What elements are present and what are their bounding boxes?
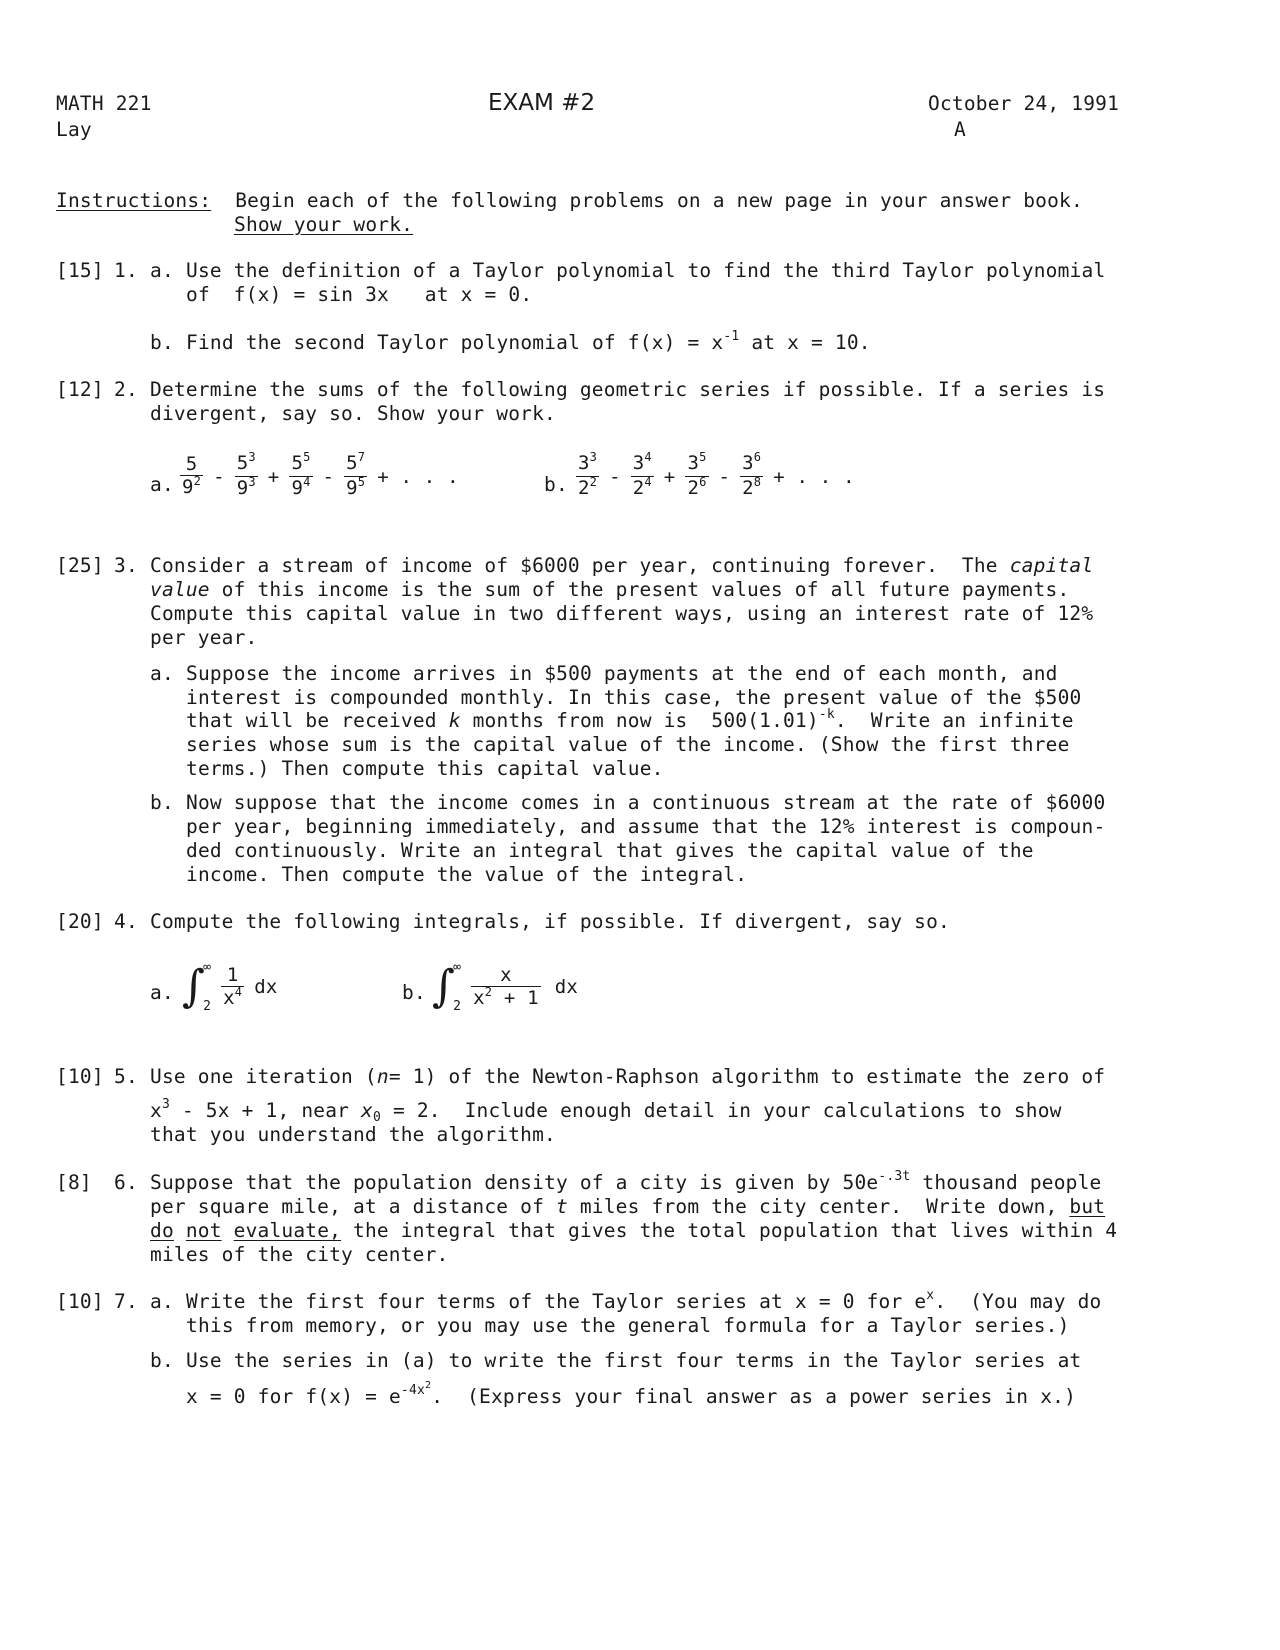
exam-version: A — [954, 118, 966, 141]
differential: dx — [254, 976, 278, 998]
problem-3-line2-text: of this income is the sum of the present values of all future payments. — [209, 578, 1070, 601]
series-b-denominator — [740, 477, 763, 501]
series-b-denominator-exponent: 8 — [753, 475, 762, 489]
problem-7b-exponent-base: -4x — [400, 1383, 426, 1398]
problem-3a-label: a. — [150, 662, 174, 685]
series-b-numerator-base: 3 — [578, 452, 590, 474]
series-b-denominator-exponent: 6 — [699, 475, 707, 489]
problem-6-line3 — [150, 1218, 1117, 1243]
problem-3a-line3-mid: months from now is 500(1.01) — [460, 709, 819, 732]
series-b-term-1 — [576, 452, 599, 501]
series-a-denominator — [180, 476, 203, 500]
problem-6-line3-tail: the integral that gives the total population that lives within 4 — [341, 1219, 1118, 1242]
denominator-base: x — [223, 986, 235, 1009]
problem-3b-line1: Now suppose that the income comes in a continuous stream at the rate of $6000 — [186, 791, 1106, 814]
series-b-denominator-base: 2 — [687, 477, 700, 499]
problem-6-not: not — [185, 1219, 222, 1242]
problem-3a-line3-text: that will be received — [186, 709, 449, 732]
series-b-term-4 — [740, 452, 763, 501]
series-b-numerator — [685, 452, 708, 476]
problem-6-points: [8] — [56, 1171, 92, 1194]
series-a-operator: + — [267, 465, 280, 488]
series-a-numerator — [235, 452, 258, 476]
upper-limit: ∞ — [203, 960, 212, 975]
series-b-numerator-exponent: 4 — [644, 450, 652, 464]
problem-4-text: Compute the following integrals, if possible. If divergent, say so. — [150, 910, 950, 933]
exam-title: EXAM #2 — [488, 90, 596, 116]
problem-1b-label: b. — [150, 331, 174, 354]
problem-5-number: 5. — [114, 1065, 138, 1088]
problem-7a-line1 — [186, 1289, 1101, 1314]
denominator-base: x — [473, 986, 485, 1009]
problem-3a-line5: terms.) Then compute this capital value. — [186, 757, 664, 780]
problem-3a-exponent: -k — [818, 707, 835, 722]
problem-4-number: 4. — [114, 910, 138, 933]
series-b-operator: - — [718, 465, 731, 488]
problem-6-line2-mid: miles from the city center. Write down, — [567, 1195, 1070, 1218]
problem-5-subscript: 0 — [372, 1110, 382, 1125]
problem-3a-line4: series whose sum is the capital value of the income. (Show the first three — [186, 733, 1070, 756]
series-a-operator: + . . . — [377, 465, 459, 488]
denominator-exponent: 4 — [234, 984, 243, 999]
problem-3b-label: b. — [150, 791, 174, 814]
problem-1b-exponent: -1 — [723, 329, 740, 344]
series-a-term-4 — [344, 452, 367, 501]
problem-4-points: [20] — [56, 910, 104, 933]
series-b-numerator-base: 3 — [742, 452, 754, 474]
problem-7a-line1-tail: . (You may do — [934, 1290, 1102, 1313]
instructions-text: Begin each of the following problems on a new page in your answer book. — [235, 189, 1083, 212]
problem-6-line1-text: Suppose that the population density of a city is given by 50e — [150, 1171, 879, 1194]
problem-2b-series — [572, 452, 861, 501]
problem-7a-label: a. — [150, 1290, 174, 1313]
problem-6-evaluate: evaluate, — [233, 1219, 342, 1242]
series-a-term-1 — [180, 453, 203, 500]
series-b-numerator-base: 3 — [632, 452, 645, 474]
series-b-denominator — [685, 477, 708, 501]
series-b-denominator-base: 2 — [632, 477, 645, 499]
problem-3b-line4: income. Then compute the value of the integral. — [186, 863, 748, 886]
problem-1a-line2: of f(x) = sin 3x at x = 0. — [186, 283, 533, 306]
problem-4b-label: b. — [402, 981, 426, 1004]
series-b-term-3 — [685, 452, 708, 501]
problem-6-line2 — [150, 1194, 1105, 1219]
problem-7b-line2-text: x = 0 for f(x) = e — [186, 1385, 401, 1408]
problem-6-exponent: -.3t — [878, 1169, 911, 1184]
series-a-numerator-exponent: 5 — [303, 450, 311, 464]
problem-2a-label: a. — [150, 473, 174, 496]
series-b-denominator-exponent: 4 — [644, 475, 652, 489]
problem-2a-series — [176, 452, 465, 501]
problem-3a-k: k — [448, 709, 461, 732]
problem-7a-line1-text: Write the first four terms of the Taylor series at x = 0 for e — [186, 1290, 927, 1313]
problem-6-line4: miles of the city center. — [150, 1243, 449, 1266]
problem-5-line2-text: - 5x + 1, near — [169, 1099, 362, 1122]
upper-limit: ∞ — [453, 960, 462, 975]
problem-5-line2-tail: = 2. Include enough detail in your calculations to show — [381, 1099, 1062, 1122]
integrand-numerator: 1 — [226, 963, 239, 986]
problem-3-line2 — [150, 577, 1069, 602]
series-b-numerator-exponent: 5 — [699, 450, 707, 464]
problem-4b-integral — [432, 960, 578, 1014]
series-b-operator: - — [609, 465, 621, 488]
series-b-numerator-exponent: 6 — [753, 450, 762, 464]
series-b-numerator-base: 3 — [687, 452, 700, 474]
series-b-numerator — [740, 452, 763, 476]
problem-7b-exponent-power: 2 — [425, 1380, 432, 1391]
problem-3a-line3-tail: . Write an infinite — [834, 709, 1074, 732]
problem-1-number: 1. — [114, 259, 138, 282]
problem-5-points: [10] — [56, 1065, 104, 1088]
problem-5-line1-text: Use one iteration ( — [150, 1065, 377, 1088]
problem-2-line2: divergent, say so. Show your work. — [150, 402, 556, 425]
series-a-numerator-exponent: 7 — [357, 450, 366, 464]
integrand-fraction — [221, 964, 244, 1011]
series-b-denominator-base: 2 — [578, 477, 590, 499]
lower-limit: 2 — [453, 999, 462, 1014]
denominator-tail: + 1 — [492, 986, 539, 1009]
integrand-denominator — [221, 984, 244, 1011]
series-b-operator: + — [663, 465, 676, 488]
series-a-term-2 — [235, 452, 258, 501]
instructions-show-work: Show your work. — [234, 213, 414, 236]
problem-3-value: value — [150, 578, 210, 601]
problem-7b-line2 — [186, 1380, 1077, 1409]
problem-7a-line2: this from memory, or you may use the general formula for a Taylor series.) — [186, 1314, 1070, 1337]
problem-6-but: but — [1069, 1195, 1106, 1218]
problem-5-line1 — [150, 1064, 1105, 1089]
series-a-denominator — [344, 477, 367, 501]
problem-1b-tail: at x = 10. — [739, 331, 871, 354]
series-b-denominator-base: 2 — [742, 477, 754, 499]
instructor-name: Lay — [56, 118, 92, 141]
series-b-numerator-exponent: 3 — [589, 450, 598, 464]
integrand-denominator — [471, 984, 541, 1011]
problem-4a-integral — [182, 960, 278, 1014]
series-b-denominator — [576, 477, 599, 501]
problem-2-points: [12] — [56, 378, 104, 401]
differential: dx — [554, 976, 579, 998]
problem-5-n: n — [376, 1065, 389, 1088]
problem-6-number: 6. — [114, 1171, 138, 1194]
problem-5-line1-tail: = 1) of the Newton-Raphson algorithm to estimate the zero of — [388, 1065, 1106, 1088]
problem-1a-label: a. — [150, 259, 174, 282]
problem-7b-line2-tail: . (Express your final answer as a power series in x.) — [431, 1385, 1077, 1408]
series-b-denominator — [631, 477, 654, 501]
problem-3a-line3 — [186, 708, 1074, 733]
exam-date: October 24, 1991 — [928, 92, 1120, 115]
series-a-denominator-base: 9 — [236, 477, 249, 499]
series-a-numerator-base: 5 — [346, 452, 358, 474]
problem-2-line1: Determine the sums of the following geometric series if possible. If a series is — [150, 378, 1106, 401]
series-a-operator: - — [322, 465, 335, 488]
series-a-denominator-exponent: 5 — [357, 475, 366, 489]
series-a-denominator-exponent: 2 — [193, 474, 202, 488]
integrand-numerator: x — [500, 963, 512, 986]
series-a-denominator-base: 9 — [291, 477, 304, 499]
problem-5-exponent: 3 — [161, 1097, 170, 1112]
problem-1-points: [15] — [56, 259, 104, 282]
problem-2b-label: b. — [544, 473, 568, 496]
problem-1b-main: Find the second Taylor polynomial of f(x) = x — [186, 331, 724, 354]
series-a-numerator — [184, 453, 200, 475]
problem-3b-line3: ded continuously. Write an integral that gives the capital value of the — [186, 839, 1034, 862]
problem-3-capital: capital — [1009, 554, 1094, 577]
series-a-numerator-base: 5 — [236, 452, 249, 474]
integral-sign: ∫ — [432, 961, 456, 1012]
series-a-denominator-base: 9 — [182, 476, 194, 498]
series-a-denominator-exponent: 4 — [303, 475, 311, 489]
integrand-fraction — [471, 964, 541, 1011]
problem-7b-label: b. — [150, 1349, 174, 1372]
problem-3-points: [25] — [56, 554, 104, 577]
problem-2-number: 2. — [114, 378, 138, 401]
problem-6-line2-text: per square mile, at a distance of — [150, 1195, 556, 1218]
problem-6-do: do — [150, 1219, 174, 1242]
problem-3a-line2: interest is compounded monthly. In this case, the present value of the $500 — [186, 686, 1082, 709]
series-b-term-2 — [631, 452, 654, 501]
problem-7-points: [10] — [56, 1290, 104, 1313]
problem-4a-label: a. — [150, 981, 174, 1004]
problem-7-number: 7. — [114, 1290, 138, 1313]
problem-3-line1-text: Consider a stream of income of $6000 per year, continuing forever. The — [150, 554, 1010, 577]
problem-6-line1 — [150, 1170, 1102, 1195]
series-a-denominator-exponent: 3 — [248, 475, 256, 489]
problem-7b-line1: Use the series in (a) to write the first four terms in the Taylor series at — [186, 1349, 1082, 1372]
problem-5-x: x — [150, 1099, 162, 1122]
series-a-numerator-base: 5 — [291, 452, 304, 474]
series-a-numerator-exponent: 3 — [248, 450, 256, 464]
series-a-operator: - — [213, 465, 225, 488]
series-a-denominator — [289, 477, 312, 501]
lower-limit: 2 — [203, 999, 212, 1014]
problem-3-line1 — [150, 553, 1093, 578]
series-b-numerator — [576, 452, 599, 476]
problem-3b-line2: per year, beginning immediately, and assume that the 12% interest is compoun- — [186, 815, 1106, 838]
series-b-denominator-exponent: 2 — [589, 475, 598, 489]
instructions-label: Instructions: — [56, 189, 212, 212]
series-a-numerator — [289, 452, 312, 476]
problem-6-t: t — [555, 1195, 568, 1218]
series-a-term-3 — [289, 452, 312, 501]
series-a-denominator — [235, 477, 258, 501]
series-a-numerator-base: 5 — [185, 453, 198, 475]
problem-1b-text — [186, 330, 871, 355]
problem-5-x0: x — [361, 1099, 373, 1122]
integral-sign: ∫ — [182, 961, 206, 1012]
instructions — [56, 188, 1083, 213]
problem-7a-exponent: x — [926, 1288, 935, 1303]
problem-3-line4: per year. — [150, 626, 258, 649]
denominator-exponent: 2 — [484, 984, 493, 999]
problem-5-line3: that you understand the algorithm. — [150, 1123, 556, 1146]
problem-3-line3: Compute this capital value in two different ways, using an interest rate of 12% — [150, 602, 1094, 625]
series-b-operator: + . . . — [773, 465, 855, 488]
course-code: MATH 221 — [56, 92, 152, 115]
series-b-numerator — [631, 452, 654, 476]
series-a-denominator-base: 9 — [346, 477, 358, 499]
problem-7b-exponent — [400, 1380, 432, 1398]
problem-1a-line1: Use the definition of a Taylor polynomial to find the third Taylor polynomial — [186, 259, 1106, 282]
problem-3a-line1: Suppose the income arrives in $500 payments at the end of each month, and — [186, 662, 1058, 685]
series-a-numerator — [344, 452, 367, 476]
problem-6-line1-tail: thousand people — [910, 1171, 1102, 1194]
problem-5-line2 — [150, 1098, 1062, 1123]
problem-3-number: 3. — [114, 554, 138, 577]
